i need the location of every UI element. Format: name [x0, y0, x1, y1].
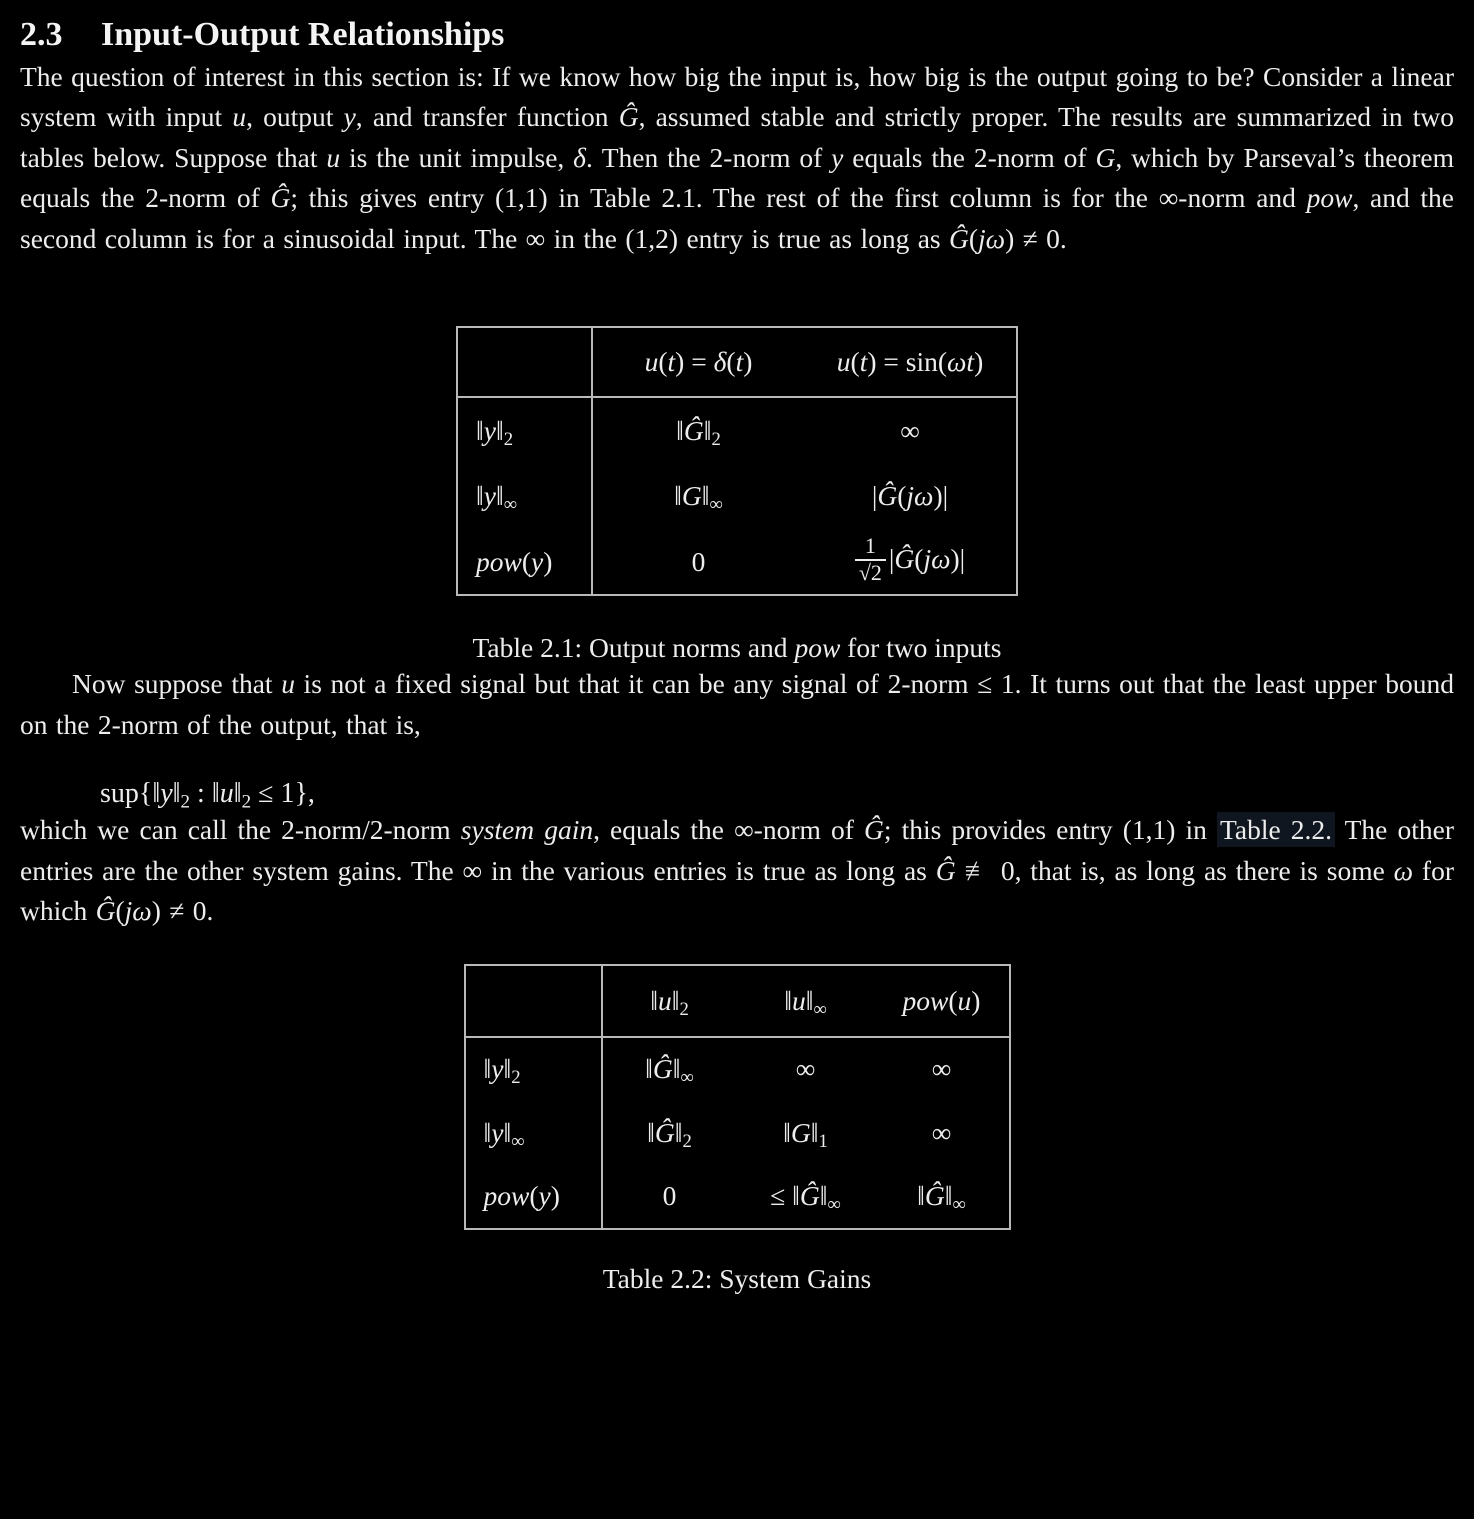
- table-2-1-header-sinusoid: [804, 327, 1017, 397]
- math-token: u: [232, 101, 247, 132]
- table-cell: [875, 1101, 1010, 1165]
- text-run: ∞: [813, 998, 827, 1020]
- text-run: ) =: [675, 346, 714, 377]
- text-run: ∞: [795, 1053, 816, 1084]
- text-run: 1: [818, 1130, 828, 1152]
- text-run: , and transfer function: [355, 101, 619, 132]
- text-run: ‖: [503, 1053, 512, 1084]
- math-token: Ĝ: [270, 182, 291, 213]
- math-token: y: [831, 141, 844, 173]
- text-run: ‖: [152, 778, 161, 809]
- math-token: u: [644, 346, 659, 377]
- text-run: 2: [682, 1130, 692, 1152]
- math-token: pow: [483, 1180, 530, 1211]
- math-token: u: [657, 984, 672, 1016]
- text-run: ‖: [674, 480, 682, 511]
- text-run: )|: [950, 542, 966, 574]
- text-run: 2: [711, 428, 721, 450]
- text-run: ‖: [233, 778, 242, 809]
- math-token: Ĝ: [799, 1180, 820, 1211]
- section-number: 2.3: [20, 16, 63, 53]
- math-token: Ĝ: [863, 814, 884, 845]
- text-run: ‖: [917, 1180, 925, 1211]
- table-cell: [737, 1037, 875, 1101]
- table-2-2-caption: [20, 1263, 1454, 1295]
- text-run: which we can call the 2-norm/2-norm: [20, 814, 461, 845]
- text-run: ‖: [676, 414, 684, 446]
- text-run: ∞: [931, 1116, 952, 1148]
- text-run: Table 2.2: System Gains: [602, 1262, 872, 1294]
- table-2-2-header-u-infnorm: [737, 965, 875, 1037]
- text-run: ≤ 1},: [251, 778, 315, 809]
- table-2-2-row-pow: [465, 1165, 1010, 1229]
- table-cell: [804, 463, 1017, 529]
- math-token: y: [491, 1116, 504, 1148]
- math-token: y: [531, 545, 544, 577]
- math-token: G: [790, 1116, 811, 1148]
- text-run: ‖: [650, 984, 658, 1016]
- table-2-2-header-row: [465, 965, 1010, 1037]
- math-token: y: [538, 1180, 551, 1211]
- text-run: , output: [246, 101, 344, 132]
- table-2-1-row-y-2norm: [457, 397, 1017, 463]
- math-token: Ĝ: [654, 1116, 675, 1148]
- text-run: ‖: [647, 1116, 655, 1148]
- text-run: 2: [503, 428, 514, 450]
- text-run: ) ≠ 0.: [151, 895, 214, 926]
- text-run: ): [974, 346, 984, 377]
- table-2-2: [464, 964, 1011, 1230]
- math-token: pow: [902, 984, 949, 1016]
- math-token: pow: [1306, 182, 1353, 213]
- text-run: 0: [691, 545, 706, 577]
- text-run: ‖: [784, 984, 792, 1016]
- text-run: (: [850, 346, 860, 377]
- table-2-2-crossref-link[interactable]: Table 2.2.: [1217, 812, 1335, 847]
- math-token: ω: [1393, 854, 1414, 886]
- table-2-2-header-u-2norm: [602, 965, 737, 1037]
- math-token: u: [836, 346, 851, 377]
- table-2-1-container: [20, 326, 1454, 596]
- math-token: y: [491, 1053, 504, 1084]
- text-run: ‖: [483, 1053, 492, 1084]
- row-label: [457, 397, 592, 463]
- text-run: ‖: [703, 414, 712, 446]
- text-run: ) ≠ 0.: [1005, 222, 1067, 254]
- table-cell: [804, 397, 1017, 463]
- text-run: Now suppose that: [72, 668, 282, 699]
- text-run: equals the 2-norm of: [843, 141, 1096, 173]
- text-run: sup{: [100, 778, 153, 809]
- table-2-1-row-pow: [457, 529, 1017, 595]
- section-title: Input-Output Relationships: [101, 16, 505, 53]
- text-run: ; this provides entry (1,1) in: [883, 814, 1218, 845]
- text-run: 2: [241, 791, 252, 813]
- math-token: t: [859, 346, 868, 377]
- text-run: (: [948, 984, 958, 1016]
- text-run: , which by Parseval’s theorem equals the 2-norm of: [20, 141, 1454, 213]
- table-cell: [602, 1165, 737, 1229]
- math-token: u: [281, 668, 295, 699]
- table-cell: [875, 1037, 1010, 1101]
- text-run: ∞: [900, 414, 920, 446]
- math-token: Ĝ: [618, 101, 639, 132]
- math-token: pow: [476, 545, 522, 577]
- text-run: (: [897, 480, 907, 511]
- math-token: Ĝ: [935, 854, 956, 886]
- text-run: for two inputs: [840, 632, 1002, 663]
- text-run: ‖: [672, 1053, 681, 1084]
- text-run: ≢ 0, that is, as long as there is some: [955, 854, 1394, 886]
- table-2-1-header-impulse: [592, 327, 804, 397]
- table-cell: [804, 529, 1017, 595]
- text-run: ‖: [645, 1053, 653, 1084]
- table-2-2-row-y-infnorm: [465, 1101, 1010, 1165]
- table-cell: [875, 1165, 1010, 1229]
- text-run: , equals the ∞-norm of: [593, 814, 864, 845]
- math-token: y: [160, 778, 173, 809]
- text-run: )|: [933, 480, 949, 511]
- text-run: ∞: [511, 1130, 525, 1152]
- table-2-1-caption: [20, 632, 1454, 664]
- text-run: is not a fixed signal but that it can be any signal of 2-norm ≤ 1. It turns out that the least upper bound on the 2-norm of the output, that is,: [20, 668, 1454, 740]
- text-run: ‖: [701, 480, 710, 511]
- fraction: $\frac{1}{√2}$: [855, 534, 886, 585]
- paragraph-system-gain: [20, 810, 1454, 932]
- table-2-2-row-y-2norm: [465, 1037, 1010, 1101]
- table-2-2-corner-cell: [465, 965, 602, 1037]
- text-run: ‖: [810, 1116, 819, 1148]
- math-token: Ĝ: [683, 414, 704, 446]
- math-token: u: [326, 141, 341, 173]
- text-run: The other entries are the other system gains. The ∞ in the various entries is true as long as: [20, 814, 1454, 886]
- math-token: t: [735, 346, 744, 377]
- text-run: ; this gives entry (1,1) in Table 2.1. The rest of the first column is for the ∞-norm and: [290, 182, 1307, 213]
- table-2-1-row-y-infnorm: [457, 463, 1017, 529]
- math-token: G: [681, 480, 702, 511]
- text-run: ) = sin(: [867, 346, 947, 377]
- math-token: u: [791, 984, 806, 1016]
- text-run: ‖: [944, 1180, 953, 1211]
- text-run: ∞: [952, 1194, 966, 1216]
- text-run: |: [871, 480, 878, 511]
- text-run: ∞: [680, 1067, 694, 1089]
- text-run: ‖: [211, 778, 220, 809]
- text-run: :: [190, 778, 212, 809]
- math-token: ωt: [947, 346, 975, 377]
- math-token: δ: [713, 346, 727, 377]
- row-label: [465, 1165, 602, 1229]
- text-run: . Then the 2-norm of: [585, 141, 832, 173]
- row-label: [465, 1037, 602, 1101]
- math-token: pow: [794, 632, 841, 663]
- paragraph-supremum-setup: [20, 664, 1454, 745]
- math-token: Ĝ: [949, 222, 969, 254]
- math-token: jω: [978, 222, 1006, 254]
- text-run: ‖: [805, 984, 814, 1016]
- row-label: [457, 529, 592, 595]
- text-run: 2: [679, 998, 689, 1020]
- text-run: ∞: [709, 494, 723, 516]
- table-2-2-header-pow-u: [875, 965, 1010, 1037]
- table-cell: [602, 1037, 737, 1101]
- math-token: Ĝ: [877, 480, 898, 511]
- text-run: ∞: [827, 1194, 841, 1216]
- table-cell: [737, 1101, 875, 1165]
- table-2-1-corner-cell: [457, 327, 592, 397]
- text-run: ‖: [483, 1116, 492, 1148]
- table-cell: [592, 529, 804, 595]
- text-run: ‖: [783, 1116, 791, 1148]
- table-cell: [602, 1101, 737, 1165]
- math-token: Ĝ: [652, 1053, 673, 1084]
- math-token: jω: [923, 542, 951, 574]
- text-run: ‖: [476, 414, 484, 446]
- text-run: for which: [20, 854, 1454, 926]
- section-heading: [20, 14, 1454, 57]
- math-token: Ĝ: [894, 542, 915, 574]
- text-run: (: [914, 542, 924, 574]
- row-label: [457, 463, 592, 529]
- text-run: (: [521, 545, 532, 577]
- math-token: Ĝ: [95, 895, 116, 926]
- math-token: δ: [573, 141, 586, 173]
- text-run: 2: [511, 1067, 521, 1089]
- math-token: y: [483, 480, 496, 511]
- row-label: [465, 1101, 602, 1165]
- text-run: (: [726, 346, 736, 377]
- text-run: Table 2.1: Output norms and: [472, 632, 795, 663]
- text-run: ∞: [931, 1053, 952, 1084]
- text-run: ‖: [476, 480, 484, 511]
- text-run: ‖: [172, 778, 181, 809]
- text-run: The question of interest in this section is: If we know how big the input is, how big is the output going to be? Consider a linear system with input: [20, 60, 1454, 132]
- math-token: jω: [124, 895, 152, 926]
- math-token: system gain: [460, 814, 594, 845]
- text-run: ‖: [495, 480, 504, 511]
- paragraph-intro: [20, 57, 1454, 260]
- text-run: 2: [180, 791, 191, 813]
- text-run: ): [550, 1180, 560, 1211]
- text-run: ‖: [503, 1116, 512, 1148]
- text-run: |: [888, 542, 895, 574]
- text-run: , assumed stable and strictly proper. The results are summarized in two tables below. Suppose that: [20, 101, 1455, 173]
- math-token: G: [1095, 141, 1116, 173]
- text-run: , and the second column is for a sinusoidal input. The ∞ in the (1,2) entry is true as long as: [20, 182, 1454, 254]
- math-token: u: [957, 984, 972, 1016]
- math-token: t: [667, 346, 676, 377]
- text-run: ∞: [503, 494, 518, 516]
- text-run: ‖: [671, 984, 680, 1016]
- math-token: y: [483, 414, 496, 446]
- table-2-1: [456, 326, 1018, 596]
- math-token: y: [343, 101, 356, 132]
- table-cell: [592, 463, 804, 529]
- text-run: (: [658, 346, 668, 377]
- text-run: (: [529, 1180, 539, 1211]
- text-run: ): [543, 545, 553, 577]
- text-run: ‖: [674, 1116, 683, 1148]
- text-run: (: [115, 895, 125, 926]
- table-2-1-header-row: [457, 327, 1017, 397]
- text-run: (: [968, 222, 979, 254]
- table-cell: [737, 1165, 875, 1229]
- text-run: 0: [662, 1180, 677, 1211]
- text-run: ≤ ‖: [770, 1180, 800, 1211]
- text-run: ‖: [495, 414, 504, 446]
- math-token: jω: [906, 480, 934, 511]
- math-token: Ĝ: [924, 1180, 945, 1211]
- text-run: ‖: [819, 1180, 828, 1211]
- equation-supremum: [100, 778, 1454, 813]
- text-run: is the unit impulse,: [340, 141, 574, 173]
- math-token: u: [219, 778, 234, 809]
- text-run: ): [743, 346, 753, 377]
- text-run: ): [971, 984, 981, 1016]
- table-cell: [592, 397, 804, 463]
- table-2-2-container: [20, 964, 1454, 1230]
